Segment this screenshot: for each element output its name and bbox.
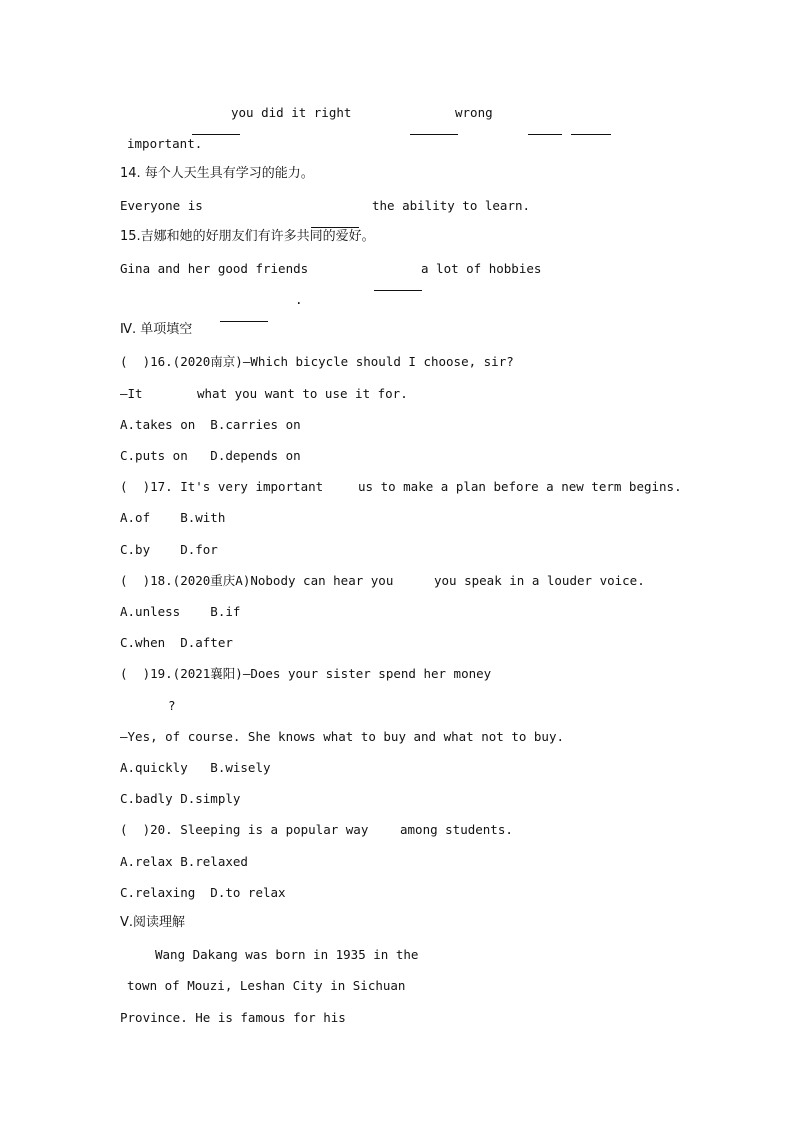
reading-line-2: town of Mouzi, Leshan City in Sichuan [127, 978, 406, 993]
q19-answer: —Yes, of course. She knows what to buy and what not to buy. [120, 729, 565, 744]
q20-question-b: among students. [400, 822, 513, 837]
q20-question-a: ( )20. Sleeping is a popular way [120, 822, 369, 837]
answer-line-15b [190, 293, 268, 342]
q17-question-a: ( )17. It's very important [120, 479, 324, 494]
q15-text-a: Gina and her good friends [120, 261, 309, 276]
answer-line-13b [380, 106, 458, 155]
q19-question-mark: ? [168, 698, 176, 713]
q17-options-2: C.by D.for [120, 542, 218, 557]
q19-options-2: C.badly D.simply [120, 791, 241, 806]
q20-options-2: C.relaxing D.to relax [120, 885, 286, 900]
blank [571, 122, 611, 135]
answer-line-15a [344, 262, 422, 311]
q13-text-important: important. [127, 136, 203, 151]
blank [410, 122, 458, 135]
q16-answer-b: what you want to use it for. [197, 386, 408, 401]
blank [374, 278, 422, 291]
q13-text-you-did-it-right: you did it right [231, 105, 352, 120]
q15-period: . [295, 292, 303, 307]
q16-question: ( )16.(2020南京)—Which bicycle should I choose, sir? [120, 354, 514, 369]
q18-options-2: C.when D.after [120, 635, 233, 650]
q16-answer-a: —It [120, 386, 143, 401]
q14-text-b: the ability to learn. [372, 198, 531, 213]
section-5-heading: Ⅴ.阅读理解 [120, 915, 186, 930]
q18-question-b: you speak in a louder voice. [434, 573, 645, 588]
q16-options-1: A.takes on B.carries on [120, 417, 301, 432]
answer-line-13d [541, 106, 611, 155]
q16-options-2: C.puts on D.depends on [120, 448, 301, 463]
q18-options-1: A.unless B.if [120, 604, 241, 619]
q19-question: ( )19.(2021襄阳)—Does your sister spend her money [120, 666, 492, 681]
q14-prompt: 14. 每个人天生具有学习的能力。 [120, 166, 314, 181]
q14-text-a: Everyone is [120, 198, 203, 213]
q18-question-a: ( )18.(2020重庆A)Nobody can hear you [120, 573, 394, 588]
q17-options-1: A.of B.with [120, 510, 226, 525]
q15-text-b: a lot of hobbies [421, 261, 542, 276]
q13-text-wrong: wrong [455, 105, 493, 120]
q20-options-1: A.relax B.relaxed [120, 854, 248, 869]
blank [220, 309, 268, 322]
q17-question-b: us to make a plan before a new term begins. [358, 479, 682, 494]
section-4-heading: Ⅳ. 单项填空 [120, 322, 193, 337]
blank [311, 215, 359, 228]
q15-prompt: 15.吉娜和她的好朋友们有许多共同的爱好。 [120, 229, 375, 244]
reading-line-1: Wang Dakang was born in 1935 in the [155, 947, 419, 962]
blank [192, 122, 240, 135]
q19-options-1: A.quickly B.wisely [120, 760, 271, 775]
reading-line-3: Province. He is famous for his [120, 1010, 346, 1025]
